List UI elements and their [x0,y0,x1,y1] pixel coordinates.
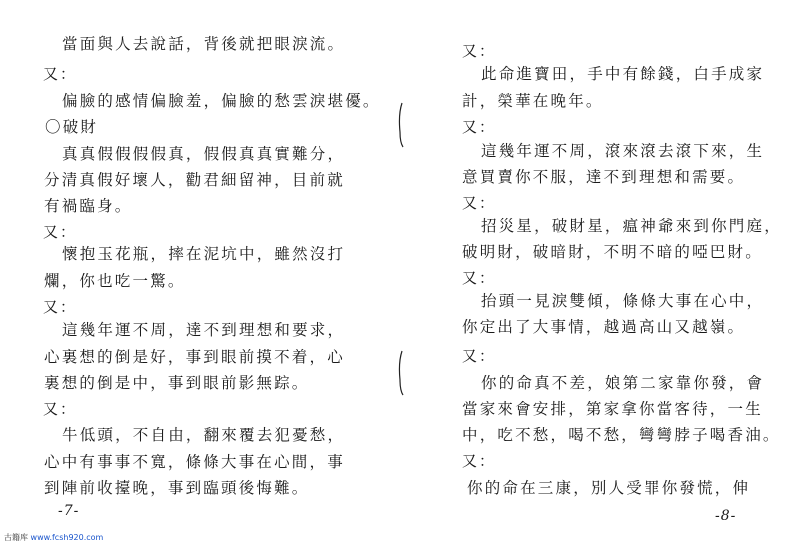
right-line-2: 此命進寶田，手中有餘錢，白手成家 [481,65,765,83]
left-line-17: 心中有事事不寬，條條大事在心間，事 [44,453,345,471]
left-line-14: 裏想的倒是中，事到眼前影無踪。 [44,374,310,392]
right-line-13: 又： [462,347,497,365]
left-line-13: 心裏想的倒是好，事到眼前摸不着，心 [44,348,345,366]
left-page-number: -7- [58,503,80,519]
left-line-15: 又： [43,400,78,418]
left-line-8: 又： [43,223,78,241]
left-line-9: 懷抱玉花瓶，摔在泥坑中，雖然沒打 [62,245,346,263]
right-line-10: 又： [462,269,497,287]
right-line-18: 你的命在三康，別人受罪你發慌，伸 [467,479,751,497]
right-line-9: 破明財，破暗財，不明不暗的啞巴財。 [462,243,763,261]
left-line-3: 偏臉的感情偏臉羞，偏臉的愁雲淚堪優。 [62,92,381,110]
left-page [0,0,396,546]
watermark-site-name: 古籍库 [4,533,28,542]
left-line-11: 又： [43,298,78,316]
left-line-12: 這幾年運不周，達不到理想和要求， [62,321,346,339]
left-line-6: 分清真假好壞人，勸君細留神，目前就 [44,171,345,189]
right-line-1: 又： [462,42,497,60]
watermark-url: www.fcsh920.com [30,533,104,542]
left-line-7: 有禍臨身。 [44,197,133,215]
left-section-heading: 〇破財 [45,118,99,136]
left-line-1: 當面與人去說話，背後就把眼淚流。 [62,35,346,53]
right-line-12: 你定出了大事情，越過高山又越嶺。 [462,318,746,336]
right-page-number: -8- [715,508,737,524]
left-line-16: 牛低頭，不自由，翻來覆去犯憂愁， [62,426,346,444]
right-line-11: 抬頭一見淚雙傾，條條大事在心中， [481,292,765,310]
right-line-7: 又： [462,194,497,212]
watermark [4,532,103,543]
left-line-5: 真真假假假假真，假假真真實難分， [62,145,346,163]
right-line-4: 又： [462,118,497,136]
right-line-5: 這幾年運不周，滾來滾去滾下來，生 [481,142,765,160]
left-line-2: 又： [43,65,78,83]
right-line-17: 又： [462,452,497,470]
left-line-18: 到陣前收擡晚，事到臨頭後悔難。 [44,479,310,497]
left-line-10: 爛，你也吃一驚。 [44,272,186,290]
right-line-6: 意買賣你不服，達不到理想和需要。 [462,168,746,186]
right-line-14: 你的命真不差，娘第二家靠你發，會 [481,374,765,392]
right-line-15: 當家來會安排，第家拿你當客待，一生 [462,400,763,418]
right-line-3: 計，榮華在晚年。 [462,92,604,110]
right-line-8: 招災星，破財星，瘟神爺來到你門庭， [481,217,782,235]
right-page [397,0,793,546]
right-line-16: 中，吃不愁，喝不愁，彎彎脖子喝香油。 [462,426,781,444]
